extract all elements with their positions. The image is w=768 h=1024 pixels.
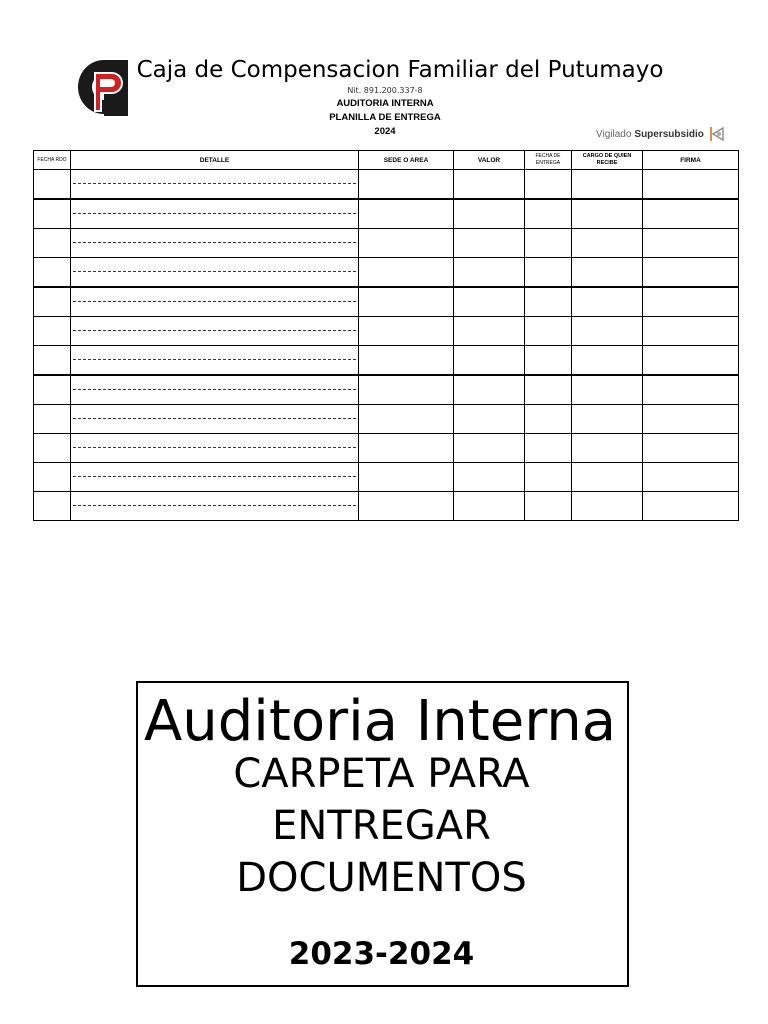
cell-detalle[interactable] [71,287,359,317]
cell-cargo-de-quien-recibe[interactable] [572,463,643,492]
table-row [34,434,739,463]
cell-firma[interactable] [643,317,739,346]
cell-cargo-de-quien-recibe[interactable] [572,434,643,463]
column-header-detalle: DETALLE [71,151,359,170]
cell-fecha-rdo[interactable] [34,463,71,492]
cell-fecha-de-entrega[interactable] [525,375,572,405]
cell-sede-o-area[interactable] [359,463,454,492]
cell-fecha-de-entrega[interactable] [525,287,572,317]
cell-valor[interactable] [454,170,525,200]
cell-cargo-de-quien-recibe[interactable] [572,170,643,200]
folder-title: Auditoria Interna [143,689,617,754]
cell-fecha-de-entrega[interactable] [525,258,572,288]
dotted-writing-line [73,330,356,331]
dotted-writing-line [73,213,356,214]
cell-sede-o-area[interactable] [359,375,454,405]
cell-detalle[interactable] [71,346,359,376]
cell-sede-o-area[interactable] [359,434,454,463]
cell-fecha-de-entrega[interactable] [525,463,572,492]
cell-fecha-de-entrega[interactable] [525,199,572,229]
cell-detalle[interactable] [71,375,359,405]
cell-fecha-de-entrega[interactable] [525,346,572,376]
table-body [34,170,739,521]
dotted-writing-line [73,183,356,184]
column-header-fecha-rdo: FECHA RDO [34,151,71,170]
cell-valor[interactable] [454,375,525,405]
cell-valor[interactable] [454,405,525,434]
supersubsidio-logo-icon [708,125,726,143]
cell-sede-o-area[interactable] [359,492,454,521]
table-row [34,317,739,346]
cell-fecha-de-entrega[interactable] [525,170,572,200]
form-year: 2024 [374,126,396,137]
table-row [34,405,739,434]
cell-fecha-rdo[interactable] [34,199,71,229]
form-title: PLANILLA DE ENTREGA [329,112,441,123]
cell-fecha-de-entrega[interactable] [525,492,572,521]
cell-cargo-de-quien-recibe[interactable] [572,405,643,434]
dotted-writing-line [73,476,356,477]
cell-detalle[interactable] [71,229,359,258]
cell-detalle[interactable] [71,492,359,521]
dotted-writing-line [73,359,356,360]
cell-sede-o-area[interactable] [359,170,454,200]
vigilado-label: Vigilado [596,128,632,140]
table-row [34,170,739,200]
cell-valor[interactable] [454,317,525,346]
cell-sede-o-area[interactable] [359,258,454,288]
cell-sede-o-area[interactable] [359,287,454,317]
department-title: AUDITORIA INTERNA [336,98,434,109]
cell-fecha-rdo[interactable] [34,492,71,521]
cell-cargo-de-quien-recibe[interactable] [572,317,643,346]
cell-fecha-de-entrega[interactable] [525,229,572,258]
organization-name: Caja de Compensacion Familiar del Putumayo [136,57,664,83]
cell-detalle[interactable] [71,463,359,492]
column-header-cargo-de-quien-recibe: CARGO DE QUIEN RECIBE [572,151,643,170]
table-row [34,463,739,492]
cell-firma[interactable] [643,434,739,463]
table-row [34,229,739,258]
cell-cargo-de-quien-recibe[interactable] [572,229,643,258]
cell-firma[interactable] [643,463,739,492]
vigilado-badge [596,124,726,144]
cell-sede-o-area[interactable] [359,229,454,258]
cell-fecha-rdo[interactable] [34,170,71,200]
cell-valor[interactable] [454,463,525,492]
dotted-writing-line [73,271,356,272]
cell-fecha-rdo[interactable] [34,375,71,405]
cell-cargo-de-quien-recibe[interactable] [572,492,643,521]
column-header-firma: FIRMA [643,151,739,170]
table-row [34,346,739,376]
cell-cargo-de-quien-recibe[interactable] [572,346,643,376]
dotted-writing-line [73,447,356,448]
cell-firma[interactable] [643,229,739,258]
cell-fecha-de-entrega[interactable] [525,405,572,434]
cell-firma[interactable] [643,346,739,376]
cell-detalle[interactable] [71,199,359,229]
dotted-writing-line [73,301,356,302]
cell-cargo-de-quien-recibe[interactable] [572,375,643,405]
cell-fecha-rdo[interactable] [34,434,71,463]
cell-firma[interactable] [643,258,739,288]
cell-cargo-de-quien-recibe[interactable] [572,258,643,288]
cell-fecha-rdo[interactable] [34,346,71,376]
cell-fecha-rdo[interactable] [34,229,71,258]
cell-fecha-de-entrega[interactable] [525,434,572,463]
table-row [34,287,739,317]
table-row [34,375,739,405]
cell-valor[interactable] [454,258,525,288]
cell-sede-o-area[interactable] [359,199,454,229]
cell-firma[interactable] [643,492,739,521]
nit-number: Nit. 891.200.337-8 [347,86,423,95]
delivery-form-table [33,150,739,521]
table-row [34,199,739,229]
cell-fecha-rdo[interactable] [34,317,71,346]
cell-detalle[interactable] [71,317,359,346]
cell-firma[interactable] [643,170,739,200]
cell-valor[interactable] [454,434,525,463]
dotted-writing-line [73,389,356,390]
cell-sede-o-area[interactable] [359,405,454,434]
cell-fecha-rdo[interactable] [34,258,71,288]
folder-subtitle-line-1: CARPETA PARA [233,751,530,797]
table-row [34,258,739,288]
cell-valor[interactable] [454,199,525,229]
cell-detalle[interactable] [71,258,359,288]
supersubsidio-label: Supersubsidio [634,128,704,140]
cell-fecha-rdo[interactable] [34,287,71,317]
cell-valor[interactable] [454,346,525,376]
folder-years: 2023-2024 [288,936,475,972]
table-header-row [34,151,739,170]
cell-detalle[interactable] [71,405,359,434]
table-row [34,492,739,521]
cell-firma[interactable] [643,375,739,405]
dotted-writing-line [73,505,356,506]
cell-cargo-de-quien-recibe[interactable] [572,199,643,229]
dotted-writing-line [73,418,356,419]
cell-sede-o-area[interactable] [359,317,454,346]
cell-fecha-de-entrega[interactable] [525,317,572,346]
cell-detalle[interactable] [71,170,359,200]
folder-subtitle-line-2: ENTREGAR [272,803,491,849]
cell-firma[interactable] [643,199,739,229]
column-header-valor: VALOR [454,151,525,170]
cell-detalle[interactable] [71,434,359,463]
cell-valor[interactable] [454,229,525,258]
cell-firma[interactable] [643,287,739,317]
dotted-writing-line [73,242,356,243]
column-header-fecha-de-entrega: FECHA DE ENTREGA [525,151,572,170]
cell-firma[interactable] [643,405,739,434]
cell-valor[interactable] [454,492,525,521]
cell-cargo-de-quien-recibe[interactable] [572,287,643,317]
folder-subtitle-line-3: DOCUMENTOS [236,855,527,901]
cell-sede-o-area[interactable] [359,346,454,376]
cell-valor[interactable] [454,287,525,317]
column-header-sede-o-area: SEDE O AREA [359,151,454,170]
cell-fecha-rdo[interactable] [34,405,71,434]
